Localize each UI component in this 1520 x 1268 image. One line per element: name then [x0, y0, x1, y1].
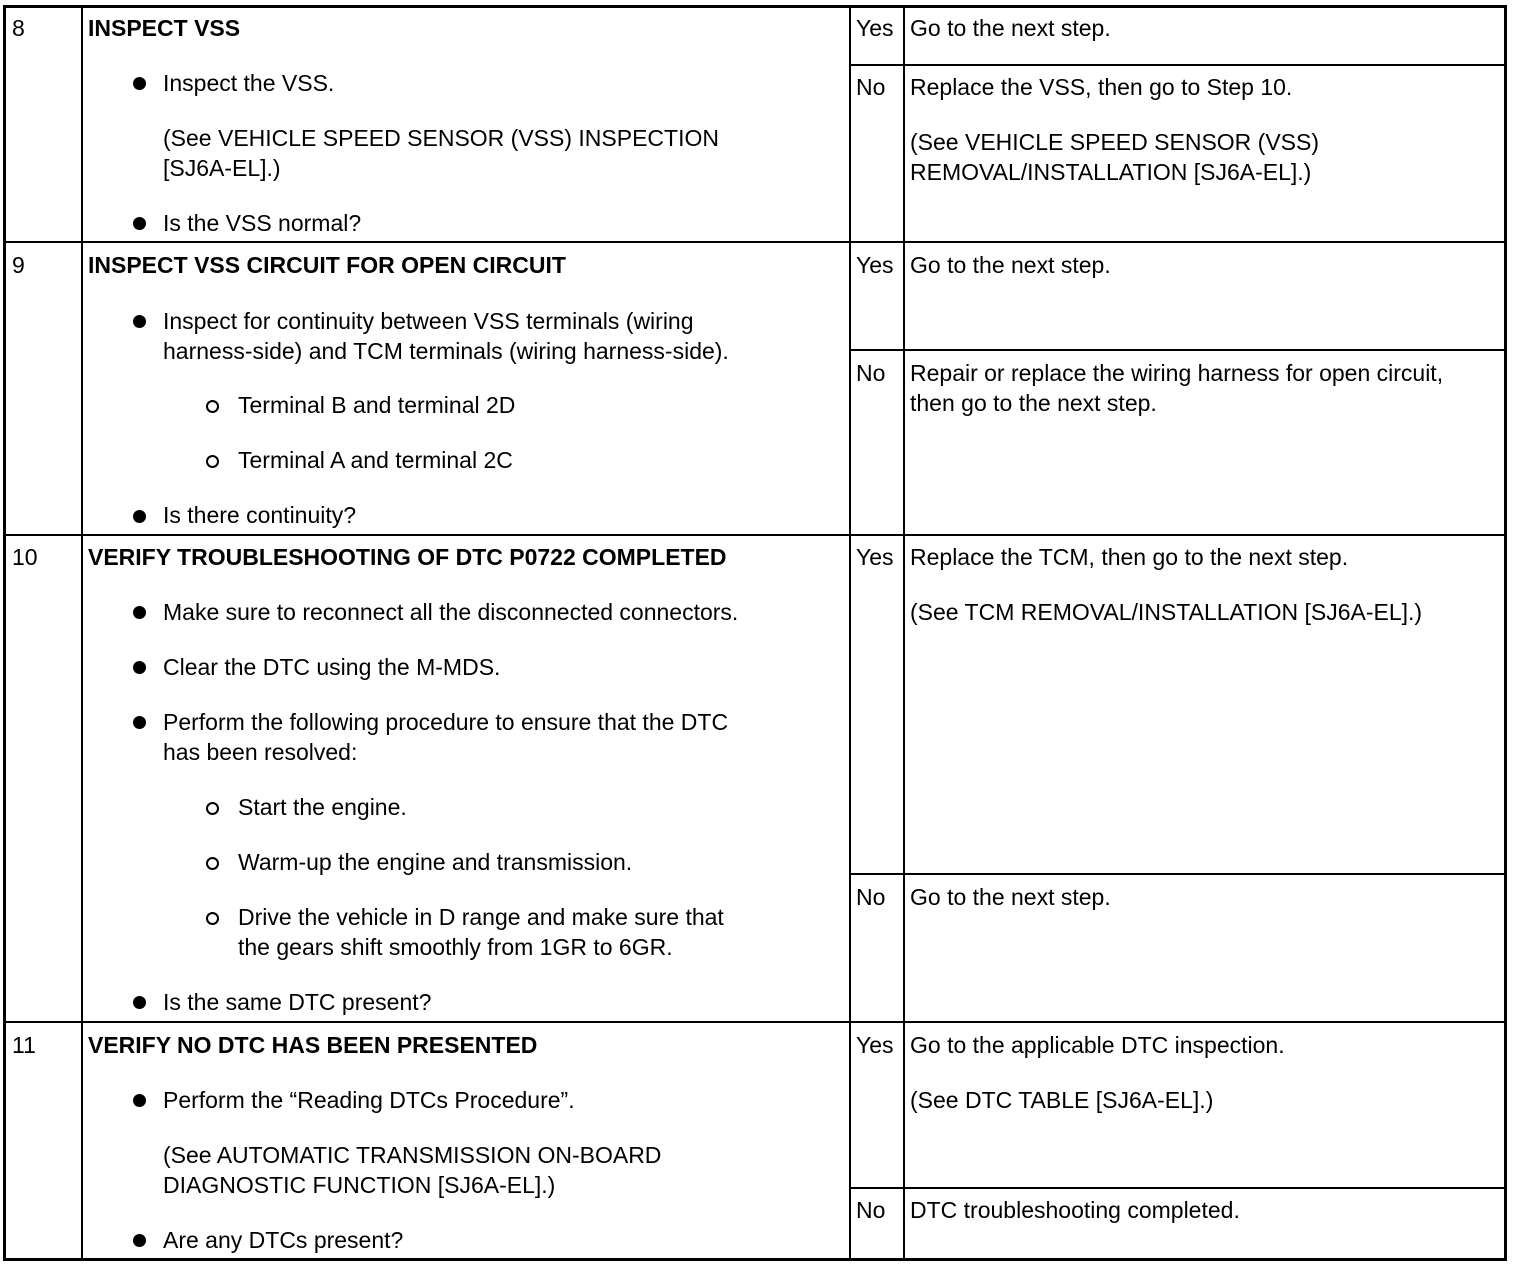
sub-action-text: Drive the vehicle in D range and make sure that [238, 904, 724, 930]
sub-action-text: Start the engine. [238, 794, 407, 820]
yes-label: Yes [856, 15, 894, 41]
question-text: Is the VSS normal? [163, 210, 362, 236]
yes-result: Replace the TCM, then go to the next step. [910, 544, 1349, 570]
sub-bullet-icon [206, 857, 219, 870]
no-result: Repair or replace the wiring harness for open circuit, [910, 360, 1444, 386]
bullet-icon [133, 1094, 146, 1107]
action-text: Make sure to reconnect all the disconnected connectors. [163, 599, 739, 625]
bullet-icon [133, 217, 146, 230]
reference-text: (See TCM REMOVAL/INSTALLATION [SJ6A-EL].) [910, 599, 1423, 625]
yes-label: Yes [856, 252, 894, 278]
no-label: No [856, 74, 886, 100]
action-text: harness-side) and TCM terminals (wiring harness-side). [163, 338, 729, 364]
yes-result: Go to the applicable DTC inspection. [910, 1032, 1285, 1058]
no-label: No [856, 360, 886, 386]
col-divider-step [81, 5, 83, 1261]
yes-label: Yes [856, 1032, 894, 1058]
step-number: 11 [12, 1032, 36, 1058]
action-text: Clear the DTC using the M-MDS. [163, 654, 501, 680]
yes-no-divider [849, 1187, 1507, 1189]
reference-text: (See AUTOMATIC TRANSMISSION ON-BOARD [163, 1142, 662, 1168]
bullet-icon [133, 77, 146, 90]
no-result: DTC troubleshooting completed. [910, 1197, 1240, 1223]
sub-bullet-icon [206, 802, 219, 815]
row-divider [3, 241, 1507, 243]
bullet-icon [133, 716, 146, 729]
action-text: Inspect the VSS. [163, 70, 335, 96]
reference-text: [SJ6A-EL].) [163, 155, 281, 181]
step-title: INSPECT VSS [88, 15, 241, 41]
reference-text: DIAGNOSTIC FUNCTION [SJ6A-EL].) [163, 1172, 556, 1198]
step-title: VERIFY NO DTC HAS BEEN PRESENTED [88, 1032, 538, 1058]
step-title: VERIFY TROUBLESHOOTING OF DTC P0722 COMPLETED [88, 544, 727, 570]
no-label: No [856, 1197, 886, 1223]
troubleshooting-table [3, 5, 1507, 1261]
bullet-icon [133, 606, 146, 619]
bullet-icon [133, 510, 146, 523]
reference-text: (See DTC TABLE [SJ6A-EL].) [910, 1087, 1214, 1113]
yes-result: Go to the next step. [910, 15, 1111, 41]
question-text: Is the same DTC present? [163, 989, 432, 1015]
no-result: then go to the next step. [910, 390, 1157, 416]
sub-bullet-icon [206, 400, 219, 413]
bullet-icon [133, 315, 146, 328]
bullet-icon [133, 1234, 146, 1247]
no-result: Go to the next step. [910, 884, 1111, 910]
action-text: Perform the “Reading DTCs Procedure”. [163, 1087, 575, 1113]
sub-action-text: the gears shift smoothly from 1GR to 6GR. [238, 934, 673, 960]
sub-action-text: Terminal B and terminal 2D [238, 392, 516, 418]
step-number: 8 [12, 15, 25, 41]
step-number: 10 [12, 544, 38, 570]
row-divider [3, 1021, 1507, 1023]
action-text: has been resolved: [163, 739, 358, 765]
bullet-icon [133, 661, 146, 674]
yes-no-divider [849, 64, 1507, 66]
sub-bullet-icon [206, 912, 219, 925]
yes-no-divider [849, 873, 1507, 875]
yes-label: Yes [856, 544, 894, 570]
step-number: 9 [12, 252, 25, 278]
col-divider-result [903, 5, 905, 1261]
no-label: No [856, 884, 886, 910]
question-text: Are any DTCs present? [163, 1227, 404, 1253]
row-divider [3, 534, 1507, 536]
reference-text: (See VEHICLE SPEED SENSOR (VSS) [910, 129, 1320, 155]
sub-action-text: Terminal A and terminal 2C [238, 447, 513, 473]
yes-no-divider [849, 349, 1507, 351]
reference-text: REMOVAL/INSTALLATION [SJ6A-EL].) [910, 159, 1312, 185]
step-title: INSPECT VSS CIRCUIT FOR OPEN CIRCUIT [88, 252, 566, 278]
action-text: Perform the following procedure to ensure that the DTC [163, 709, 729, 735]
sub-action-text: Warm-up the engine and transmission. [238, 849, 633, 875]
sub-bullet-icon [206, 455, 219, 468]
action-text: Inspect for continuity between VSS terminals (wiring [163, 308, 694, 334]
yes-result: Go to the next step. [910, 252, 1111, 278]
question-text: Is there continuity? [163, 502, 357, 528]
col-divider-action [849, 5, 851, 1261]
no-result: Replace the VSS, then go to Step 10. [910, 74, 1293, 100]
bullet-icon [133, 996, 146, 1009]
reference-text: (See VEHICLE SPEED SENSOR (VSS) INSPECTION [163, 125, 719, 151]
